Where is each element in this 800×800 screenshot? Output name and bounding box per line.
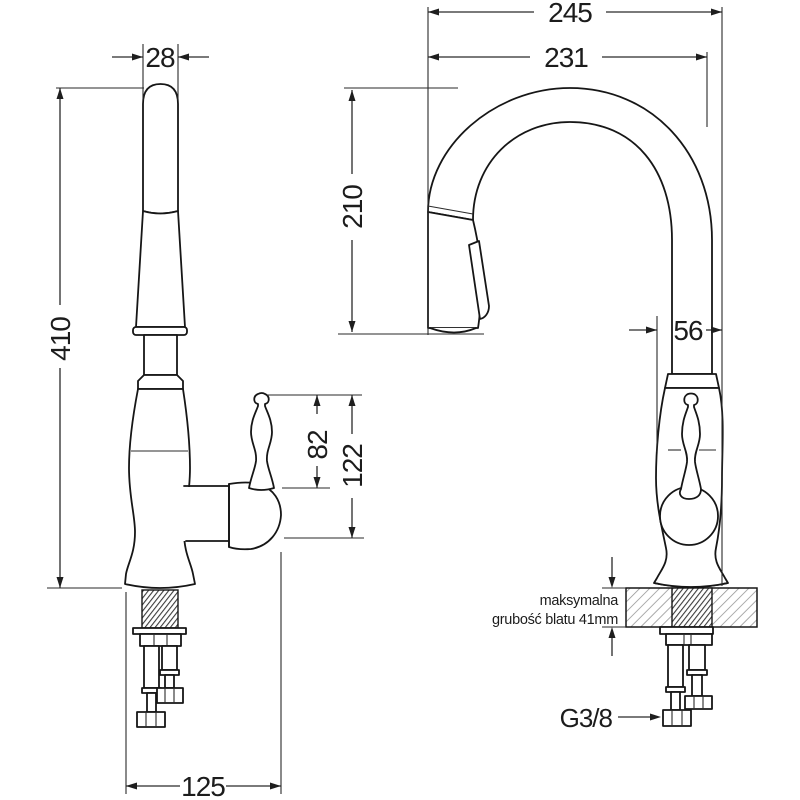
front-supply-hose-short xyxy=(685,645,712,709)
counter-note-line2: grubość blatu 41mm xyxy=(492,612,618,628)
side-cone-rim xyxy=(133,327,187,335)
side-supply-hose-short xyxy=(157,646,183,703)
side-thread-shank xyxy=(142,590,178,628)
side-collar xyxy=(138,375,183,389)
front-spray-bottom-cap xyxy=(430,328,476,333)
dim-label-spout-reach: 231 xyxy=(544,42,588,73)
counter-note-line1: maksymalna xyxy=(539,593,618,609)
dim-label-spout-height: 210 xyxy=(337,185,368,229)
faucet-side-view xyxy=(125,84,281,727)
side-arm-mask xyxy=(182,487,229,541)
side-connector-block xyxy=(140,634,181,646)
dim-label-total-height: 410 xyxy=(45,317,76,361)
side-neck xyxy=(144,335,177,375)
dim-label-total-reach: 245 xyxy=(548,0,592,28)
dim-label-base-depth: 125 xyxy=(181,771,225,800)
side-spout-cone xyxy=(136,211,185,327)
hex-nut xyxy=(157,688,183,703)
hex-nut xyxy=(685,696,712,709)
side-supply-hose-long xyxy=(137,646,165,727)
front-base-bottom xyxy=(654,583,728,587)
hex-nut-g38 xyxy=(663,710,691,726)
dim-label-thread: G3/8 xyxy=(559,703,612,733)
front-collar xyxy=(665,374,719,388)
dim-label-handle-height: 82 xyxy=(302,430,333,460)
front-mounting-hardware xyxy=(660,627,713,726)
dim-label-body-width: 56 xyxy=(673,315,703,346)
hex-nut xyxy=(137,712,165,727)
front-supply-hose-long xyxy=(663,645,691,726)
side-lever-handle xyxy=(249,393,274,490)
front-connector-block xyxy=(666,634,712,645)
side-valve-body xyxy=(229,483,281,550)
countertop-section xyxy=(626,588,757,627)
dim-label-handle-overall: 122 xyxy=(337,444,368,488)
side-spout-wand xyxy=(143,84,178,214)
dim-label-spout-width: 28 xyxy=(145,42,175,73)
front-thread-shank xyxy=(672,588,712,627)
front-flange xyxy=(660,627,713,634)
